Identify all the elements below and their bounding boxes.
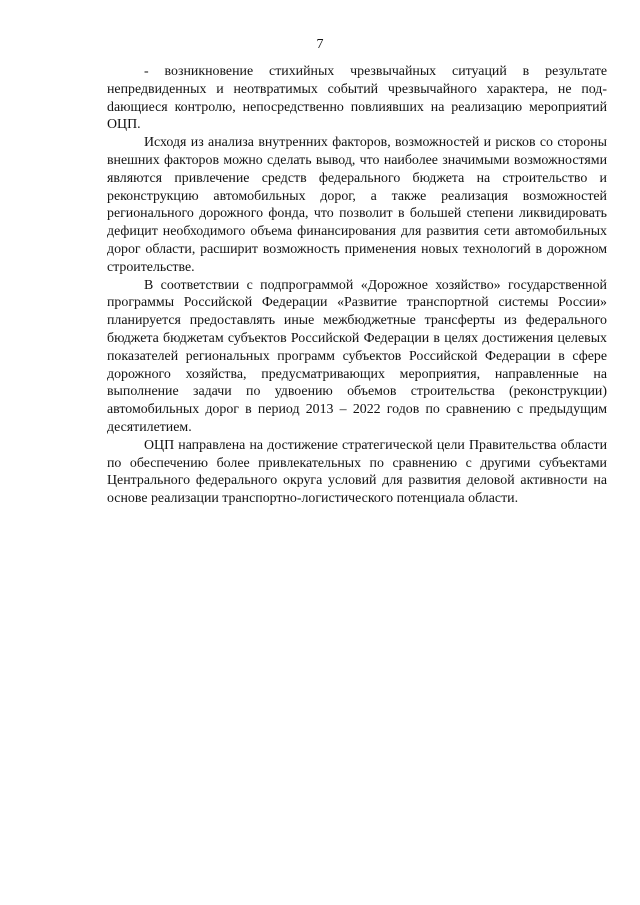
page-number: 7 xyxy=(316,37,324,52)
paragraph-strategic-goal: ОЦП направлена на достижение стратегической цели Правительства области по обеспечению более привлекательных по сравнению с другими субъектами Центрального федерального округа условий для развития деловой активности на основе реализации транспортно-логистического потенциала области. xyxy=(107,437,607,507)
document-body xyxy=(107,63,607,508)
paragraph-federal-transfers: В соответствии с подпрограммой «Дорожное хозяйство» государственной программы Российской Федерации «Развитие транспортной системы России» планируется предоставлять иные межбюджетные трансферты из федерального бюджета бюджетам субъектов Российской Федерации в целях достижения целевых показателей региональных программ субъектов Российской Федерации в сфере дорожного хозяйства, предусматривающих мероприятия, направленные на выполнение задачи по удвоению объемов строительства (реконструкции) автомобильных дорог в период 2013 – 2022 годов по сравнению с предыдущим десятилетием. xyxy=(107,277,607,435)
paragraph-factor-analysis: Исходя из анализа внутренних факторов, возможностей и рисков со стороны внешних факторов можно сделать вывод, что наиболее значимыми возможностями являются привлечение средств федерального бюджета на строительство и реконструкцию автомобильных дорог, а также реализация возможностей регионального дорожного фонда, что позволит в большей степени ликвидировать дефицит необходимого объема финансирования для развития сети автомобильных дорог области, расширит возможность применения новых технологий в дорожном строительстве. xyxy=(107,135,607,275)
paragraph-emergency-risks: - возникновение стихийных чрезвычайных ситуаций в результате непредвиденных и неотвратимых событий чрезвычайного характера, не подdающиеся контролю, непосредственно повлиявших на реализацию мероприятий ОЦП. xyxy=(107,64,607,133)
